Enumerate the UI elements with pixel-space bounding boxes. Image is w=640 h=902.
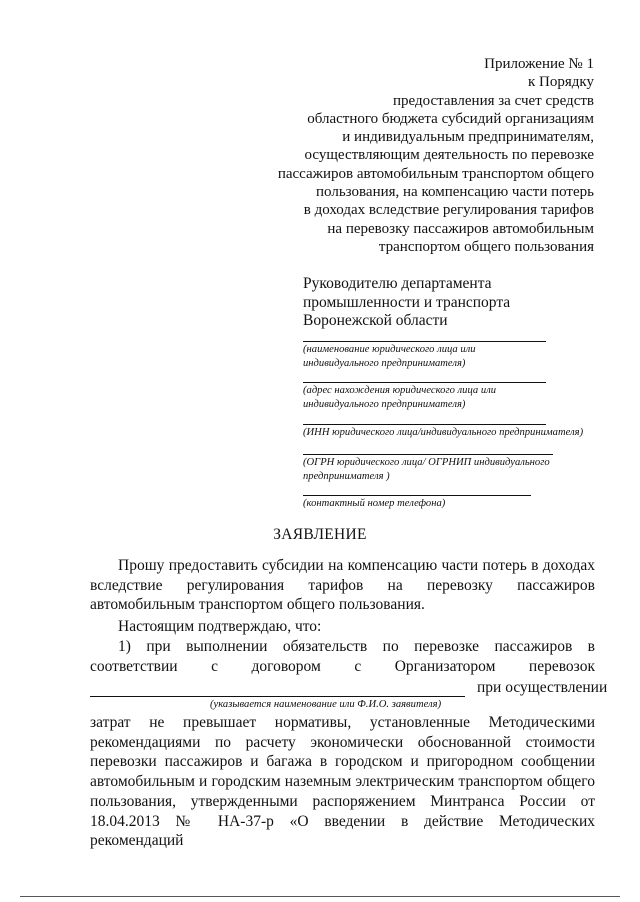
ogrn-field: [303, 454, 553, 483]
applicant-blank-caption: (указывается наименование или Ф.И.О. заявителя): [210, 699, 442, 710]
addressee-line: промышленности и транспорта: [303, 293, 511, 311]
address-field-caption: (адрес нахождения юридического лица или индивидуального предпринимателя): [303, 385, 497, 410]
costs-paragraph: затрат не превышает нормативы, установленные Методическими рекомендациями по расчету экономически обоснованной стоимости перевозки пассажиров и багажа в городском и пригородном сообщении автомобильным и городским наземным электрическим транспортом общего пользования, утвержденными распоряжением Минтранса России от 18.04.2013 № НА-37-р «О введении в действие Методических рекомендаций: [90, 714, 595, 850]
appendix-line: пользования, на компенсацию части потерь: [316, 184, 594, 201]
item-1-line-1: 1) при выполнении обязательств по перевозке пассажиров в: [118, 638, 595, 655]
body-paragraph-1: [90, 556, 595, 615]
appendix-line: на перевозку пассажиров автомобильным: [327, 220, 594, 237]
inn-field-caption: (ИНН юридического лица/индивидуального предпринимателя): [303, 427, 584, 438]
appendix-line: к Порядку: [528, 74, 594, 91]
appendix-line: транспортом общего пользования: [378, 238, 594, 255]
phone-field-line: [303, 495, 531, 496]
applicant-blank-line: [90, 681, 465, 697]
confirm-paragraph: Настоящим подтверждаю, что:: [118, 618, 322, 635]
appendix-line: и индивидуальным предпринимателям,: [342, 129, 594, 146]
page-bottom-rule: [20, 896, 620, 897]
name-field: [303, 341, 546, 370]
applicant-blank-row: [90, 678, 608, 697]
appendix-line: осуществляющим деятельность по перевозке: [304, 147, 594, 164]
body-paragraph-2: [90, 617, 595, 637]
appendix-line: областного бюджета субсидий организациям: [307, 110, 594, 127]
document-title: ЗАЯВЛЕНИЕ: [273, 526, 367, 543]
addressee-line: Воронежской области: [303, 312, 448, 329]
inn-field-line: [303, 424, 546, 425]
applicant-blank-trailing: при осуществлении: [477, 679, 608, 696]
body-paragraph-3: [90, 713, 595, 851]
phone-field-caption: (контактный номер телефона): [303, 498, 446, 509]
address-field-line: [303, 382, 546, 383]
appendix-line: в доходах вследствие регулирования тарифов: [303, 202, 594, 219]
ogrn-field-line: [303, 454, 553, 455]
address-field: [303, 382, 546, 411]
appendix-header: [214, 55, 594, 256]
ogrn-field-caption: (ОГРН юридического лица/ ОГРНИП индивидуального предпринимателя ): [303, 457, 550, 482]
name-field-caption: (наименование юридического лица или индивидуального предпринимателя): [303, 344, 476, 369]
addressee-line: Руководителю департамента: [303, 275, 492, 292]
appendix-line: предоставления за счет средств: [392, 92, 594, 109]
request-paragraph: Прошу предоставить субсидии на компенсацию части потерь в доходах вследствие регулирования тарифов на перевозку пассажиров автомобильным транспортом общего пользования.: [90, 557, 595, 614]
phone-field: [303, 495, 531, 511]
addressee-block: [303, 275, 603, 331]
item-1: [90, 637, 595, 676]
item-1-line-2: соответствии с договором с Организатором перевозок: [90, 657, 595, 675]
appendix-line: пассажиров автомобильным транспортом общего: [277, 165, 594, 182]
name-field-line: [303, 341, 546, 342]
inn-field: [303, 424, 584, 440]
appendix-line: Приложение № 1: [484, 56, 594, 72]
